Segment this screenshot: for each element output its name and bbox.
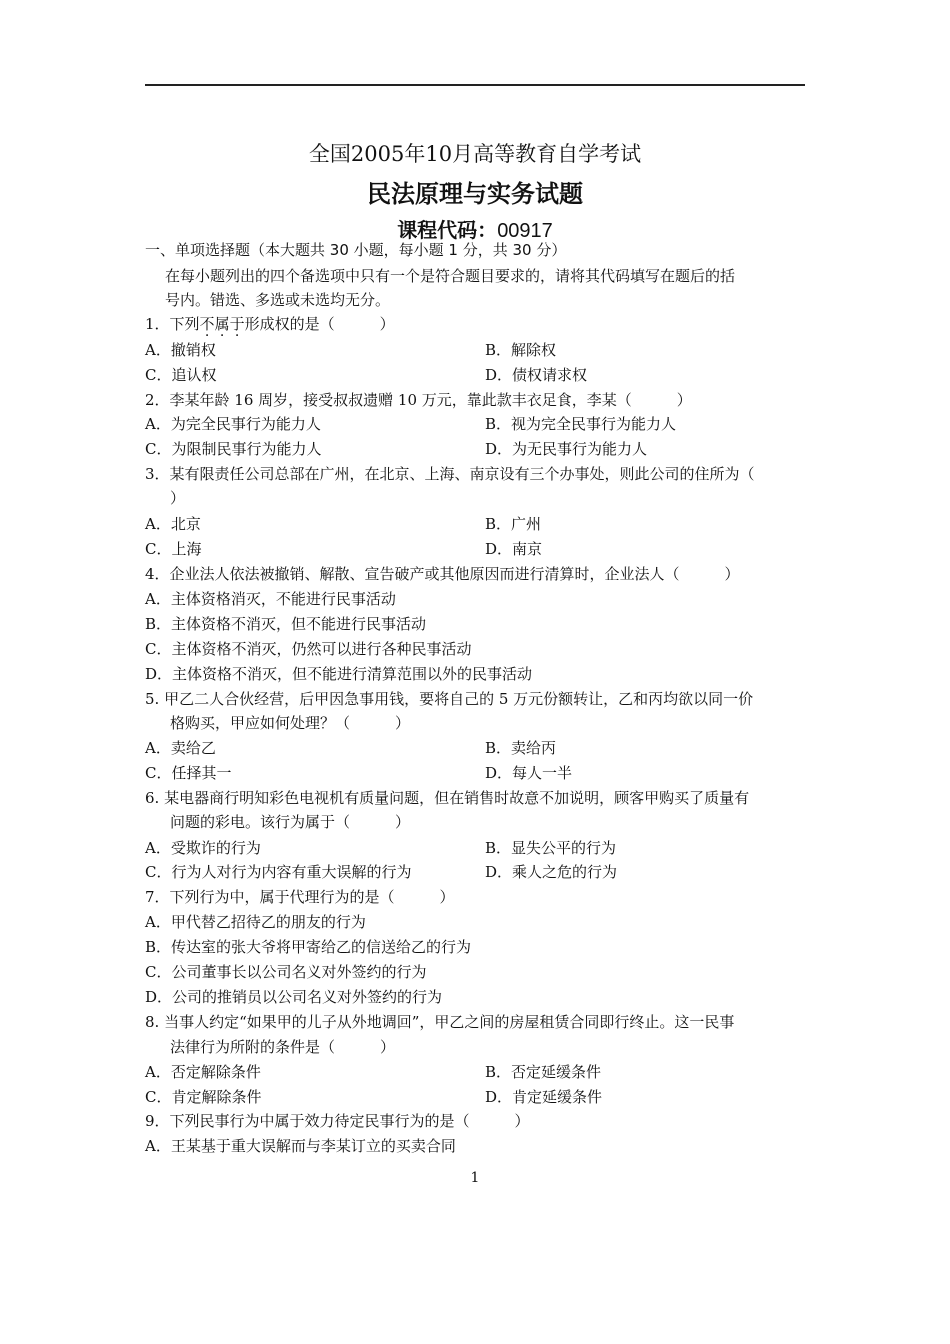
option: D．公司的推销员以公司名义对外签约的行为 (145, 988, 443, 1006)
question-stem: 8. 当事人约定“如果甲的儿子从外地调回”，甲乙之间的房屋租赁合同即行终止。这一民事 (145, 1013, 735, 1031)
option: B．卖给丙 (485, 739, 557, 757)
question-stem: 2．李某年龄 16 周岁，接受叔叔遗赠 10 万元，靠此款丰衣足食，李某（ ） (145, 391, 692, 409)
option: B．显失公平的行为 (485, 839, 617, 857)
option: A．甲代替乙招待乙的朋友的行为 (145, 913, 366, 931)
option: D．主体资格不消灭，但不能进行清算范围以外的民事活动 (145, 665, 533, 683)
option: B．视为完全民事行为能力人 (485, 415, 677, 433)
subject-title: 民法原理与实务试题 (367, 180, 583, 208)
option: D．南京 (485, 540, 543, 558)
option: A．主体资格消灭，不能进行民事活动 (145, 590, 396, 608)
emphasis-char: 不 (199, 315, 215, 333)
option: D．每人一半 (485, 764, 573, 782)
option: A．王某基于重大误解而与李某订立的买卖合同 (145, 1137, 456, 1155)
option: C．主体资格不消灭，仍然可以进行各种民事活动 (145, 640, 472, 658)
option: A．北京 (145, 515, 201, 533)
section-heading: 一、单项选择题（本大题共 30 小题，每小题 1 分，共 30 分） (145, 241, 567, 259)
question-stem: 问题的彩电。该行为属于（ ） (170, 813, 411, 831)
course-code-value: 00917 (497, 220, 553, 242)
option: A．受欺诈的行为 (145, 839, 261, 857)
option: D．乘人之危的行为 (485, 863, 618, 881)
option: B．广州 (485, 515, 542, 533)
question-stem: 法律行为所附的条件是（ ） (170, 1038, 396, 1056)
section-instruction: 号内。错选、多选或未选均无分。 (165, 291, 391, 309)
course-code-label: 课程代码： (397, 218, 498, 242)
option: A．为完全民事行为能力人 (145, 415, 321, 433)
question-stem: 7．下列行为中，属于代理行为的是（ ） (145, 888, 455, 906)
option: C．行为人对行为内容有重大误解的行为 (145, 863, 412, 881)
stem-text: 1．下列 (145, 315, 200, 333)
question-stem: 5. 甲乙二人合伙经营，后甲因急事用钱，要将自己的 5 万元份额转让，乙和丙均欲以同一价 (145, 690, 754, 708)
option: D．债权请求权 (485, 366, 588, 384)
page-number: 1 (470, 1170, 480, 1186)
question-stem: ） (170, 489, 186, 507)
option: C．公司董事长以公司名义对外签约的行为 (145, 963, 427, 981)
option: C．上海 (145, 540, 202, 558)
option: A．卖给乙 (145, 739, 216, 757)
option: A．否定解除条件 (145, 1063, 261, 1081)
option: B．否定延缓条件 (485, 1063, 602, 1081)
emphasis-char: 属 (214, 315, 230, 333)
question-stem: 6. 某电器商行明知彩色电视机有质量问题，但在销售时故意不加说明，顾客甲购买了质量有 (145, 789, 750, 807)
question-stem: 4．企业法人依法被撤销、解散、宣告破产或其他原因而进行清算时，企业法人（ ） (145, 565, 740, 583)
option: B．主体资格不消灭，但不能进行民事活动 (145, 615, 427, 633)
option: A．撤销权 (145, 341, 216, 359)
question-stem: 9．下列民事行为中属于效力待定民事行为的是（ ） (145, 1112, 530, 1130)
question-stem: 3．某有限责任公司总部在广州，在北京、上海、南京设有三个办事处，则此公司的住所为（ (145, 465, 755, 483)
option: D．为无民事行为能力人 (485, 440, 648, 458)
option: C．任择其一 (145, 764, 232, 782)
section-instruction: 在每小题列出的四个备选项中只有一个是符合题目要求的，请将其代码填写在题后的括 (165, 267, 736, 285)
option: B．传达室的张大爷将甲寄给乙的信送给乙的行为 (145, 938, 472, 956)
stem-text: 形成权的是（ ） (244, 315, 395, 333)
exam-title: 全国2005年10月高等教育自学考试 (308, 142, 642, 166)
emphasis-char: 于 (229, 315, 245, 333)
course-code (0, 214, 950, 243)
question-stem (145, 314, 395, 334)
option: C．为限制民事行为能力人 (145, 440, 322, 458)
option: D．肯定延缓条件 (485, 1088, 603, 1106)
question-stem: 格购买，甲应如何处理？（ ） (170, 714, 411, 732)
option: C．肯定解除条件 (145, 1088, 262, 1106)
header-rule (145, 84, 805, 86)
option: B．解除权 (485, 341, 557, 359)
option: C．追认权 (145, 366, 217, 384)
